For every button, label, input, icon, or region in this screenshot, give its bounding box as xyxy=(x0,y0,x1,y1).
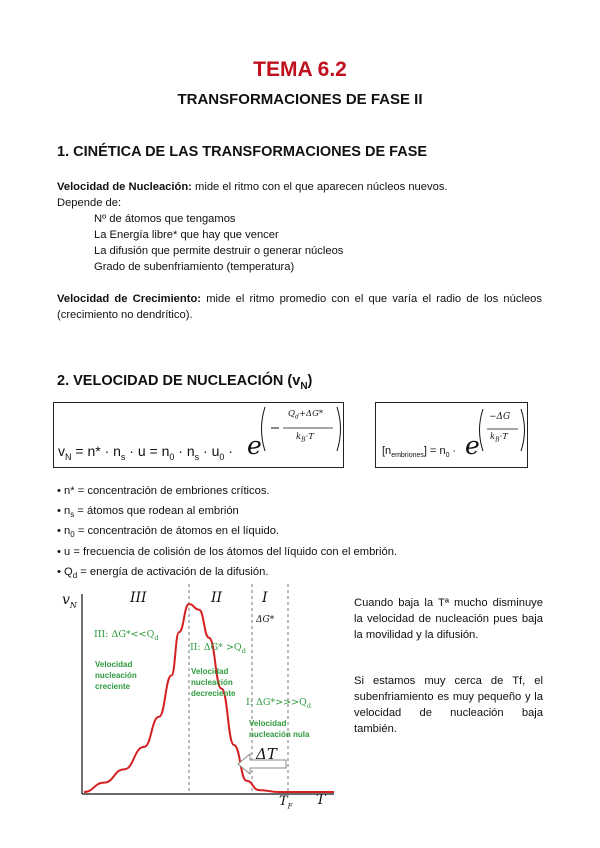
f1-sub: s xyxy=(194,451,200,462)
def-text: = energía de activación de la difusión. xyxy=(77,565,269,578)
f2-lhs: [n xyxy=(382,445,392,457)
delta-t-label: ΔT xyxy=(256,745,277,763)
def-text: = concentración de átomos en el líquido. xyxy=(74,525,280,538)
definition-item xyxy=(57,544,547,564)
section1-heading: 1. CINÉTICA DE LAS TRANSFORMACIONES DE FASE xyxy=(57,144,428,160)
region-label-III: III xyxy=(130,590,147,606)
growth-paragraph xyxy=(57,291,542,323)
ann-text: III: ΔG*<<Q xyxy=(94,629,155,640)
ann-text: I: ΔG*>>>Q xyxy=(246,697,307,708)
f2-den-sub: B xyxy=(495,436,500,444)
f2-rhs: ] = n xyxy=(423,445,446,457)
annotation-II-label xyxy=(190,642,246,655)
def-text: = concentración de embriones críticos. xyxy=(74,485,270,497)
f1-num-tail: +ΔG* xyxy=(298,409,324,419)
paren-right xyxy=(521,409,525,451)
f2-den: k xyxy=(490,432,496,442)
def-text: = átomos que rodean al embrión xyxy=(74,505,239,518)
paren-left xyxy=(480,409,484,451)
f1-sub: 0 xyxy=(219,451,225,462)
paren-right xyxy=(337,407,341,451)
f1-rhs2: · u = n xyxy=(125,443,170,459)
section2-heading-end: ) xyxy=(307,373,313,389)
nucleation-line xyxy=(57,179,547,195)
definition-list xyxy=(57,483,547,584)
f1-rhs: = n* · n xyxy=(71,443,121,459)
side-notes xyxy=(354,595,543,737)
side-note: Si estamos muy cerca de Tf, el subenfriamiento es muy pequeño y la velocidad de nucleación baja también. xyxy=(354,675,543,735)
def-symbol: n xyxy=(64,505,71,518)
growth-label: Velocidad de Crecimiento: xyxy=(57,293,202,305)
definition-item xyxy=(57,483,547,503)
y-label-sub: N xyxy=(69,600,77,610)
def-sub: d xyxy=(72,571,78,581)
def-symbol: u xyxy=(64,545,71,558)
paren-left xyxy=(262,407,266,451)
ann-sub: d xyxy=(154,633,159,642)
formula-1-main xyxy=(58,443,233,462)
f1-rhs4: · u xyxy=(199,443,220,459)
nucleation-text: mide el ritmo con el que aparecen núcleos nuevos. xyxy=(191,181,448,193)
x-tick-text: T xyxy=(279,794,288,809)
formula-box-nucleation xyxy=(53,402,344,468)
definition-item xyxy=(57,503,547,523)
depends-on: Depende de: xyxy=(57,197,122,209)
def-symbol: n xyxy=(64,525,71,538)
f1-den: k xyxy=(296,432,302,442)
def-symbol: Q xyxy=(64,565,73,578)
f1-num: Q xyxy=(288,409,295,419)
x-tick-tf xyxy=(279,794,293,811)
f2-den-tail: ·T xyxy=(499,432,508,442)
factor-item: La Energía libre* que hay que vencer xyxy=(94,229,279,241)
formula-2-main xyxy=(382,445,456,459)
y-axis-label xyxy=(62,592,77,610)
factor-item: Grado de subenfriamiento (temperatura) xyxy=(94,261,295,273)
f1-exp-den xyxy=(296,432,314,444)
annotation-III-note: Velocidad nucleación creciente xyxy=(95,660,137,691)
section2-heading-text: 2. VELOCIDAD DE NUCLEACIÓN (v xyxy=(57,373,301,389)
section2-heading-sub: N xyxy=(300,380,308,392)
annotation-I-label xyxy=(246,697,311,710)
ann-sub: d xyxy=(306,701,312,710)
def-sub: s xyxy=(70,510,75,520)
f1-num-sub: d xyxy=(294,413,299,421)
f1-sub: s xyxy=(120,451,126,462)
f1-lhs: v xyxy=(58,443,65,459)
f2-dot: · xyxy=(449,445,457,457)
factor-item: La difusión que permite destruir o generar núcleos xyxy=(94,245,344,257)
f2-exp-den xyxy=(490,432,508,444)
f1-rhs3: · n xyxy=(174,443,195,459)
f1-den-sub: B xyxy=(301,436,306,444)
f1-sub: 0 xyxy=(169,451,175,462)
f2-lhs-sub: embriones xyxy=(391,452,424,460)
formula-box-embryos xyxy=(375,402,528,468)
factor-item: Nº de átomos que tengamos xyxy=(94,213,236,225)
region-I-note: ΔG* xyxy=(256,615,275,625)
y-label-text: v xyxy=(62,592,70,608)
ann-text: II: ΔG* >Q xyxy=(190,642,242,653)
x-tick-sub: F xyxy=(287,802,293,811)
annotation-I-note: Velocidad nucleación nula xyxy=(249,719,310,739)
annotation-III-label xyxy=(94,629,159,642)
f1-exp-base: e xyxy=(247,431,262,460)
annotation-II-note: Velocidad nucleación decreciente xyxy=(191,667,236,698)
definition-item xyxy=(57,523,547,543)
region-label-II: II xyxy=(211,590,223,606)
def-symbol: n* xyxy=(64,485,75,497)
factor-list xyxy=(57,211,547,275)
f1-exp-num xyxy=(288,409,323,421)
page-title: TEMA 6.2 xyxy=(253,58,347,81)
page-subtitle: TRANSFORMACIONES DE FASE II xyxy=(177,91,423,108)
region-label-I: I xyxy=(262,590,268,606)
x-axis-label: T xyxy=(316,792,326,808)
f2-exp-num: −ΔG xyxy=(489,412,511,422)
ann-sub: d xyxy=(241,646,246,655)
section2-heading xyxy=(57,373,312,392)
f1-rhs5: · xyxy=(224,443,233,459)
f2-exp-base: e xyxy=(465,431,480,460)
section1-body xyxy=(57,179,547,275)
def-text: = frecuencia de colisión de los átomos del líquido con el embrión. xyxy=(70,545,398,558)
f1-lhs-sub: N xyxy=(65,451,72,462)
side-note: Cuando baja la Tª mucho disminuye la velocidad de nucleación pues baja la movilidad y la difusión. xyxy=(354,597,543,641)
growth-text: mide el ritmo promedio con el que varía el radio de los núcleos (crecimiento no dendrítico). xyxy=(57,293,542,321)
nucleation-label: Velocidad de Nucleación: xyxy=(57,181,192,193)
f1-den-tail: ·T xyxy=(305,432,314,442)
f2-sub: 0 xyxy=(445,452,450,460)
def-sub: 0 xyxy=(70,530,75,540)
